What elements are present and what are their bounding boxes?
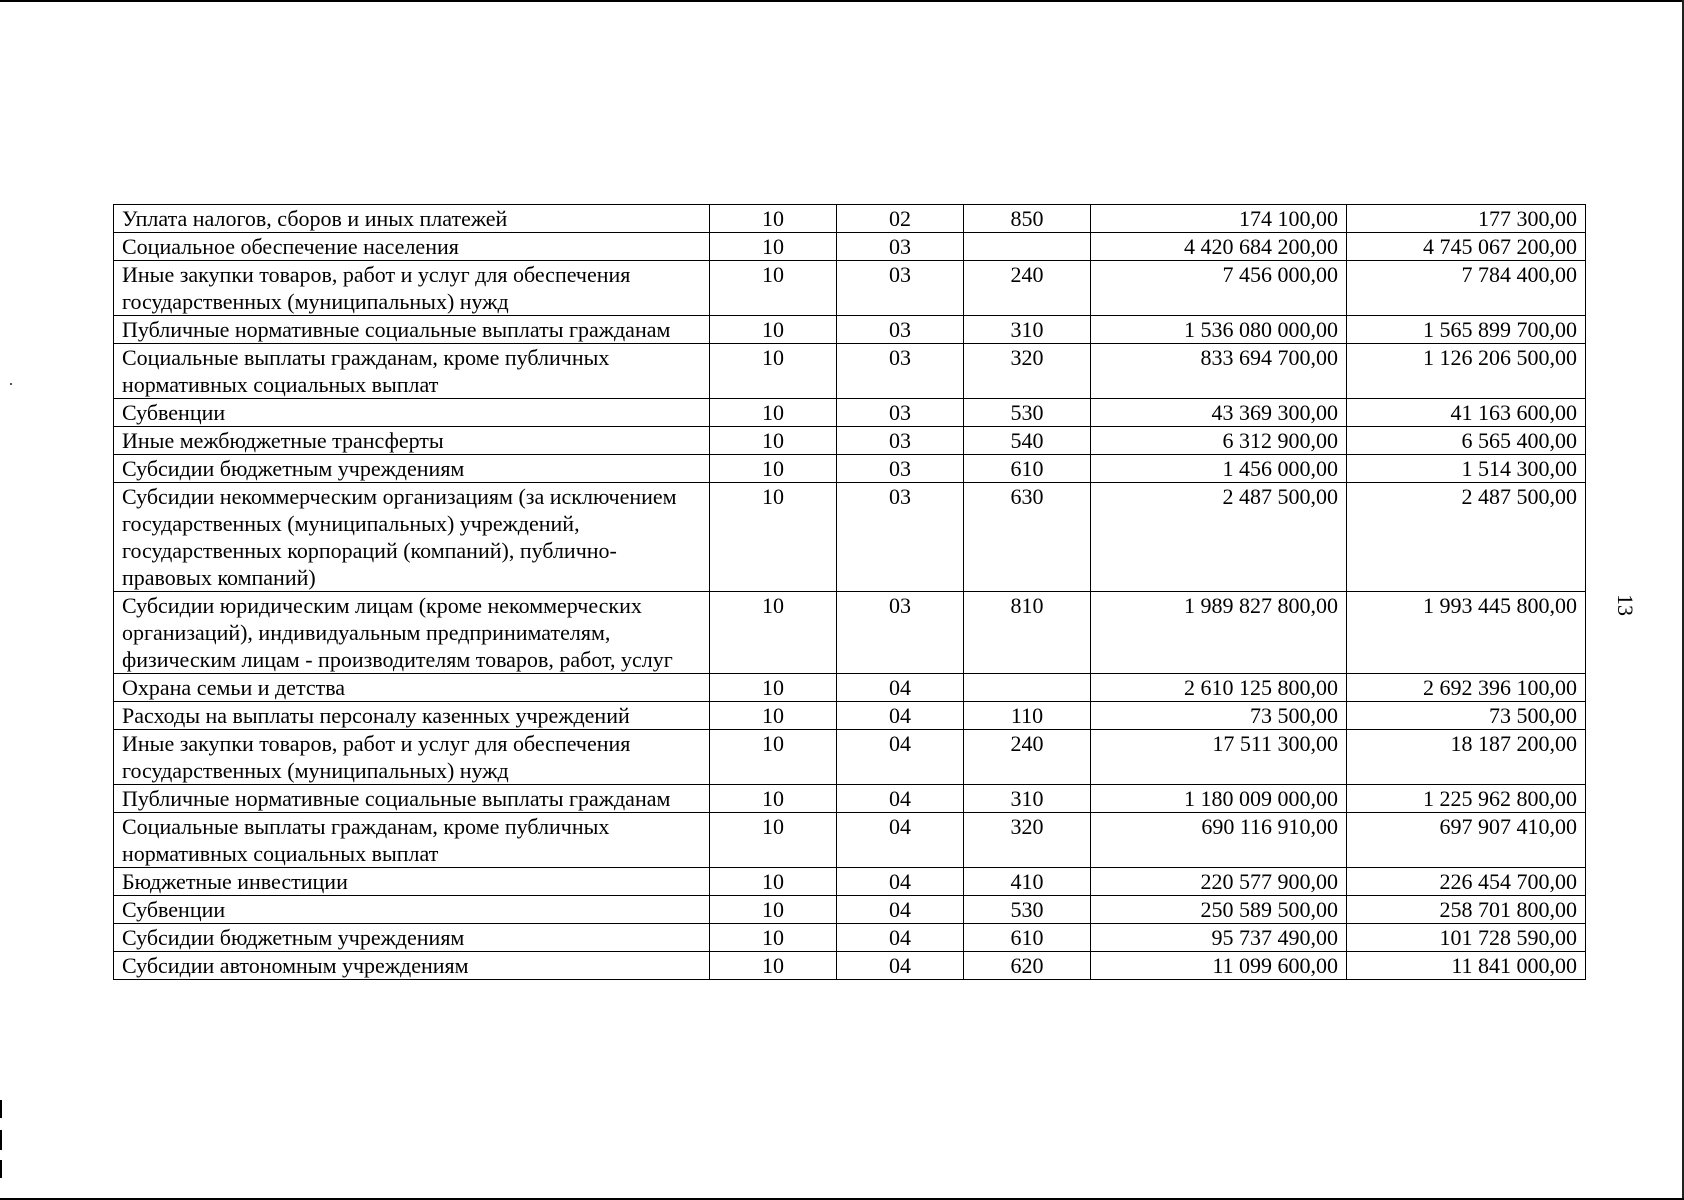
amount-year1-cell: 7 456 000,00 bbox=[1091, 261, 1347, 316]
table-row bbox=[114, 785, 1586, 813]
expense-type-code-cell: 110 bbox=[964, 702, 1091, 730]
section-code-cell: 10 bbox=[710, 316, 837, 344]
scan-mark bbox=[0, 1100, 2, 1118]
table-row bbox=[114, 233, 1586, 261]
page-number: 13 bbox=[1613, 594, 1638, 616]
subsection-code-cell: 03 bbox=[837, 483, 964, 592]
subsection-code-cell: 04 bbox=[837, 896, 964, 924]
expense-type-code-cell: 530 bbox=[964, 896, 1091, 924]
amount-year1-cell: 1 180 009 000,00 bbox=[1091, 785, 1347, 813]
section-code-cell: 10 bbox=[710, 924, 837, 952]
amount-year2-cell: 18 187 200,00 bbox=[1347, 730, 1586, 785]
expense-name-cell: Публичные нормативные социальные выплаты гражданам bbox=[114, 785, 710, 813]
amount-year2-cell: 101 728 590,00 bbox=[1347, 924, 1586, 952]
amount-year1-cell: 6 312 900,00 bbox=[1091, 427, 1347, 455]
expense-type-code-cell: 310 bbox=[964, 785, 1091, 813]
expense-name-cell: Охрана семьи и детства bbox=[114, 674, 710, 702]
expense-type-code-cell: 850 bbox=[964, 205, 1091, 233]
expense-name-cell: Публичные нормативные социальные выплаты гражданам bbox=[114, 316, 710, 344]
expense-type-code-cell bbox=[964, 674, 1091, 702]
table-row bbox=[114, 868, 1586, 896]
table-row bbox=[114, 592, 1586, 674]
amount-year2-cell: 2 487 500,00 bbox=[1347, 483, 1586, 592]
subsection-code-cell: 04 bbox=[837, 868, 964, 896]
table-row bbox=[114, 316, 1586, 344]
subsection-code-cell: 03 bbox=[837, 455, 964, 483]
amount-year2-cell: 4 745 067 200,00 bbox=[1347, 233, 1586, 261]
expense-name-cell: Социальное обеспечение населения bbox=[114, 233, 710, 261]
expense-name-cell: Бюджетные инвестиции bbox=[114, 868, 710, 896]
expense-type-code-cell: 320 bbox=[964, 344, 1091, 399]
amount-year1-cell: 1 989 827 800,00 bbox=[1091, 592, 1347, 674]
section-code-cell: 10 bbox=[710, 344, 837, 399]
expense-name-cell: Субсидии бюджетным учреждениям bbox=[114, 924, 710, 952]
expense-type-code-cell: 240 bbox=[964, 730, 1091, 785]
expense-type-code-cell: 620 bbox=[964, 952, 1091, 980]
expense-name-cell: Иные межбюджетные трансферты bbox=[114, 427, 710, 455]
amount-year2-cell: 226 454 700,00 bbox=[1347, 868, 1586, 896]
expense-type-code-cell: 530 bbox=[964, 399, 1091, 427]
expense-name-cell: Расходы на выплаты персоналу казенных учреждений bbox=[114, 702, 710, 730]
expense-name-cell: Социальные выплаты гражданам, кроме публичных нормативных социальных выплат bbox=[114, 344, 710, 399]
subsection-code-cell: 02 bbox=[837, 205, 964, 233]
section-code-cell: 10 bbox=[710, 702, 837, 730]
subsection-code-cell: 03 bbox=[837, 233, 964, 261]
expense-name-cell: Субсидии юридическим лицам (кроме некоммерческих организаций), индивидуальным предпринимателям, физическим лицам - производителям товаров, работ, услуг bbox=[114, 592, 710, 674]
section-code-cell: 10 bbox=[710, 455, 837, 483]
expense-type-code-cell: 320 bbox=[964, 813, 1091, 868]
subsection-code-cell: 04 bbox=[837, 730, 964, 785]
expense-name-cell: Субсидии автономным учреждениям bbox=[114, 952, 710, 980]
table-row bbox=[114, 205, 1586, 233]
expense-type-code-cell: 240 bbox=[964, 261, 1091, 316]
scan-border-top bbox=[0, 0, 1684, 2]
subsection-code-cell: 03 bbox=[837, 592, 964, 674]
budget-table bbox=[113, 204, 1586, 980]
section-code-cell: 10 bbox=[710, 896, 837, 924]
table-row bbox=[114, 674, 1586, 702]
amount-year2-cell: 1 225 962 800,00 bbox=[1347, 785, 1586, 813]
subsection-code-cell: 03 bbox=[837, 261, 964, 316]
amount-year2-cell: 73 500,00 bbox=[1347, 702, 1586, 730]
table-row bbox=[114, 952, 1586, 980]
expense-name-cell: Уплата налогов, сборов и иных платежей bbox=[114, 205, 710, 233]
section-code-cell: 10 bbox=[710, 785, 837, 813]
table-row bbox=[114, 427, 1586, 455]
table-row bbox=[114, 702, 1586, 730]
amount-year2-cell: 177 300,00 bbox=[1347, 205, 1586, 233]
expense-type-code-cell: 610 bbox=[964, 455, 1091, 483]
section-code-cell: 10 bbox=[710, 483, 837, 592]
subsection-code-cell: 04 bbox=[837, 952, 964, 980]
subsection-code-cell: 04 bbox=[837, 674, 964, 702]
subsection-code-cell: 03 bbox=[837, 344, 964, 399]
amount-year2-cell: 7 784 400,00 bbox=[1347, 261, 1586, 316]
amount-year1-cell: 95 737 490,00 bbox=[1091, 924, 1347, 952]
amount-year1-cell: 250 589 500,00 bbox=[1091, 896, 1347, 924]
expense-name-cell: Субвенции bbox=[114, 399, 710, 427]
section-code-cell: 10 bbox=[710, 868, 837, 896]
amount-year1-cell: 2 487 500,00 bbox=[1091, 483, 1347, 592]
scan-edge-marks bbox=[0, 1100, 3, 1180]
section-code-cell: 10 bbox=[710, 592, 837, 674]
amount-year2-cell: 1 514 300,00 bbox=[1347, 455, 1586, 483]
amount-year2-cell: 41 163 600,00 bbox=[1347, 399, 1586, 427]
scan-speck bbox=[10, 383, 12, 385]
table-row bbox=[114, 924, 1586, 952]
amount-year1-cell: 17 511 300,00 bbox=[1091, 730, 1347, 785]
section-code-cell: 10 bbox=[710, 261, 837, 316]
expense-type-code-cell: 310 bbox=[964, 316, 1091, 344]
expense-type-code-cell bbox=[964, 233, 1091, 261]
expense-type-code-cell: 610 bbox=[964, 924, 1091, 952]
amount-year1-cell: 1 456 000,00 bbox=[1091, 455, 1347, 483]
table-row bbox=[114, 483, 1586, 592]
table-row bbox=[114, 813, 1586, 868]
subsection-code-cell: 04 bbox=[837, 702, 964, 730]
subsection-code-cell: 03 bbox=[837, 399, 964, 427]
amount-year2-cell: 1 126 206 500,00 bbox=[1347, 344, 1586, 399]
amount-year2-cell: 2 692 396 100,00 bbox=[1347, 674, 1586, 702]
amount-year1-cell: 2 610 125 800,00 bbox=[1091, 674, 1347, 702]
amount-year2-cell: 11 841 000,00 bbox=[1347, 952, 1586, 980]
expense-type-code-cell: 540 bbox=[964, 427, 1091, 455]
amount-year2-cell: 697 907 410,00 bbox=[1347, 813, 1586, 868]
expense-name-cell: Иные закупки товаров, работ и услуг для обеспечения государственных (муниципальных) нужд bbox=[114, 730, 710, 785]
section-code-cell: 10 bbox=[710, 952, 837, 980]
section-code-cell: 10 bbox=[710, 427, 837, 455]
subsection-code-cell: 04 bbox=[837, 813, 964, 868]
section-code-cell: 10 bbox=[710, 674, 837, 702]
table-row bbox=[114, 455, 1586, 483]
expense-type-code-cell: 810 bbox=[964, 592, 1091, 674]
subsection-code-cell: 03 bbox=[837, 427, 964, 455]
table-row bbox=[114, 261, 1586, 316]
budget-table-body bbox=[114, 205, 1586, 980]
expense-name-cell: Субвенции bbox=[114, 896, 710, 924]
expense-name-cell: Субсидии бюджетным учреждениям bbox=[114, 455, 710, 483]
subsection-code-cell: 04 bbox=[837, 785, 964, 813]
amount-year1-cell: 690 116 910,00 bbox=[1091, 813, 1347, 868]
amount-year1-cell: 43 369 300,00 bbox=[1091, 399, 1347, 427]
amount-year2-cell: 6 565 400,00 bbox=[1347, 427, 1586, 455]
section-code-cell: 10 bbox=[710, 730, 837, 785]
amount-year2-cell: 1 993 445 800,00 bbox=[1347, 592, 1586, 674]
expense-type-code-cell: 410 bbox=[964, 868, 1091, 896]
scan-mark bbox=[0, 1130, 2, 1150]
amount-year1-cell: 833 694 700,00 bbox=[1091, 344, 1347, 399]
subsection-code-cell: 03 bbox=[837, 316, 964, 344]
expense-name-cell: Социальные выплаты гражданам, кроме публичных нормативных социальных выплат bbox=[114, 813, 710, 868]
table-row bbox=[114, 896, 1586, 924]
amount-year1-cell: 4 420 684 200,00 bbox=[1091, 233, 1347, 261]
amount-year1-cell: 11 099 600,00 bbox=[1091, 952, 1347, 980]
amount-year2-cell: 1 565 899 700,00 bbox=[1347, 316, 1586, 344]
amount-year1-cell: 1 536 080 000,00 bbox=[1091, 316, 1347, 344]
section-code-cell: 10 bbox=[710, 813, 837, 868]
amount-year1-cell: 73 500,00 bbox=[1091, 702, 1347, 730]
section-code-cell: 10 bbox=[710, 205, 837, 233]
table-row bbox=[114, 730, 1586, 785]
table-row bbox=[114, 344, 1586, 399]
scan-mark bbox=[0, 1160, 2, 1178]
section-code-cell: 10 bbox=[710, 399, 837, 427]
expense-name-cell: Иные закупки товаров, работ и услуг для обеспечения государственных (муниципальных) нужд bbox=[114, 261, 710, 316]
table-row bbox=[114, 399, 1586, 427]
amount-year1-cell: 174 100,00 bbox=[1091, 205, 1347, 233]
amount-year1-cell: 220 577 900,00 bbox=[1091, 868, 1347, 896]
amount-year2-cell: 258 701 800,00 bbox=[1347, 896, 1586, 924]
expense-name-cell: Субсидии некоммерческим организациям (за исключением государственных (муниципальных) учреждений, государственных корпораций (компаний), публично-правовых компаний) bbox=[114, 483, 710, 592]
section-code-cell: 10 bbox=[710, 233, 837, 261]
subsection-code-cell: 04 bbox=[837, 924, 964, 952]
expense-type-code-cell: 630 bbox=[964, 483, 1091, 592]
